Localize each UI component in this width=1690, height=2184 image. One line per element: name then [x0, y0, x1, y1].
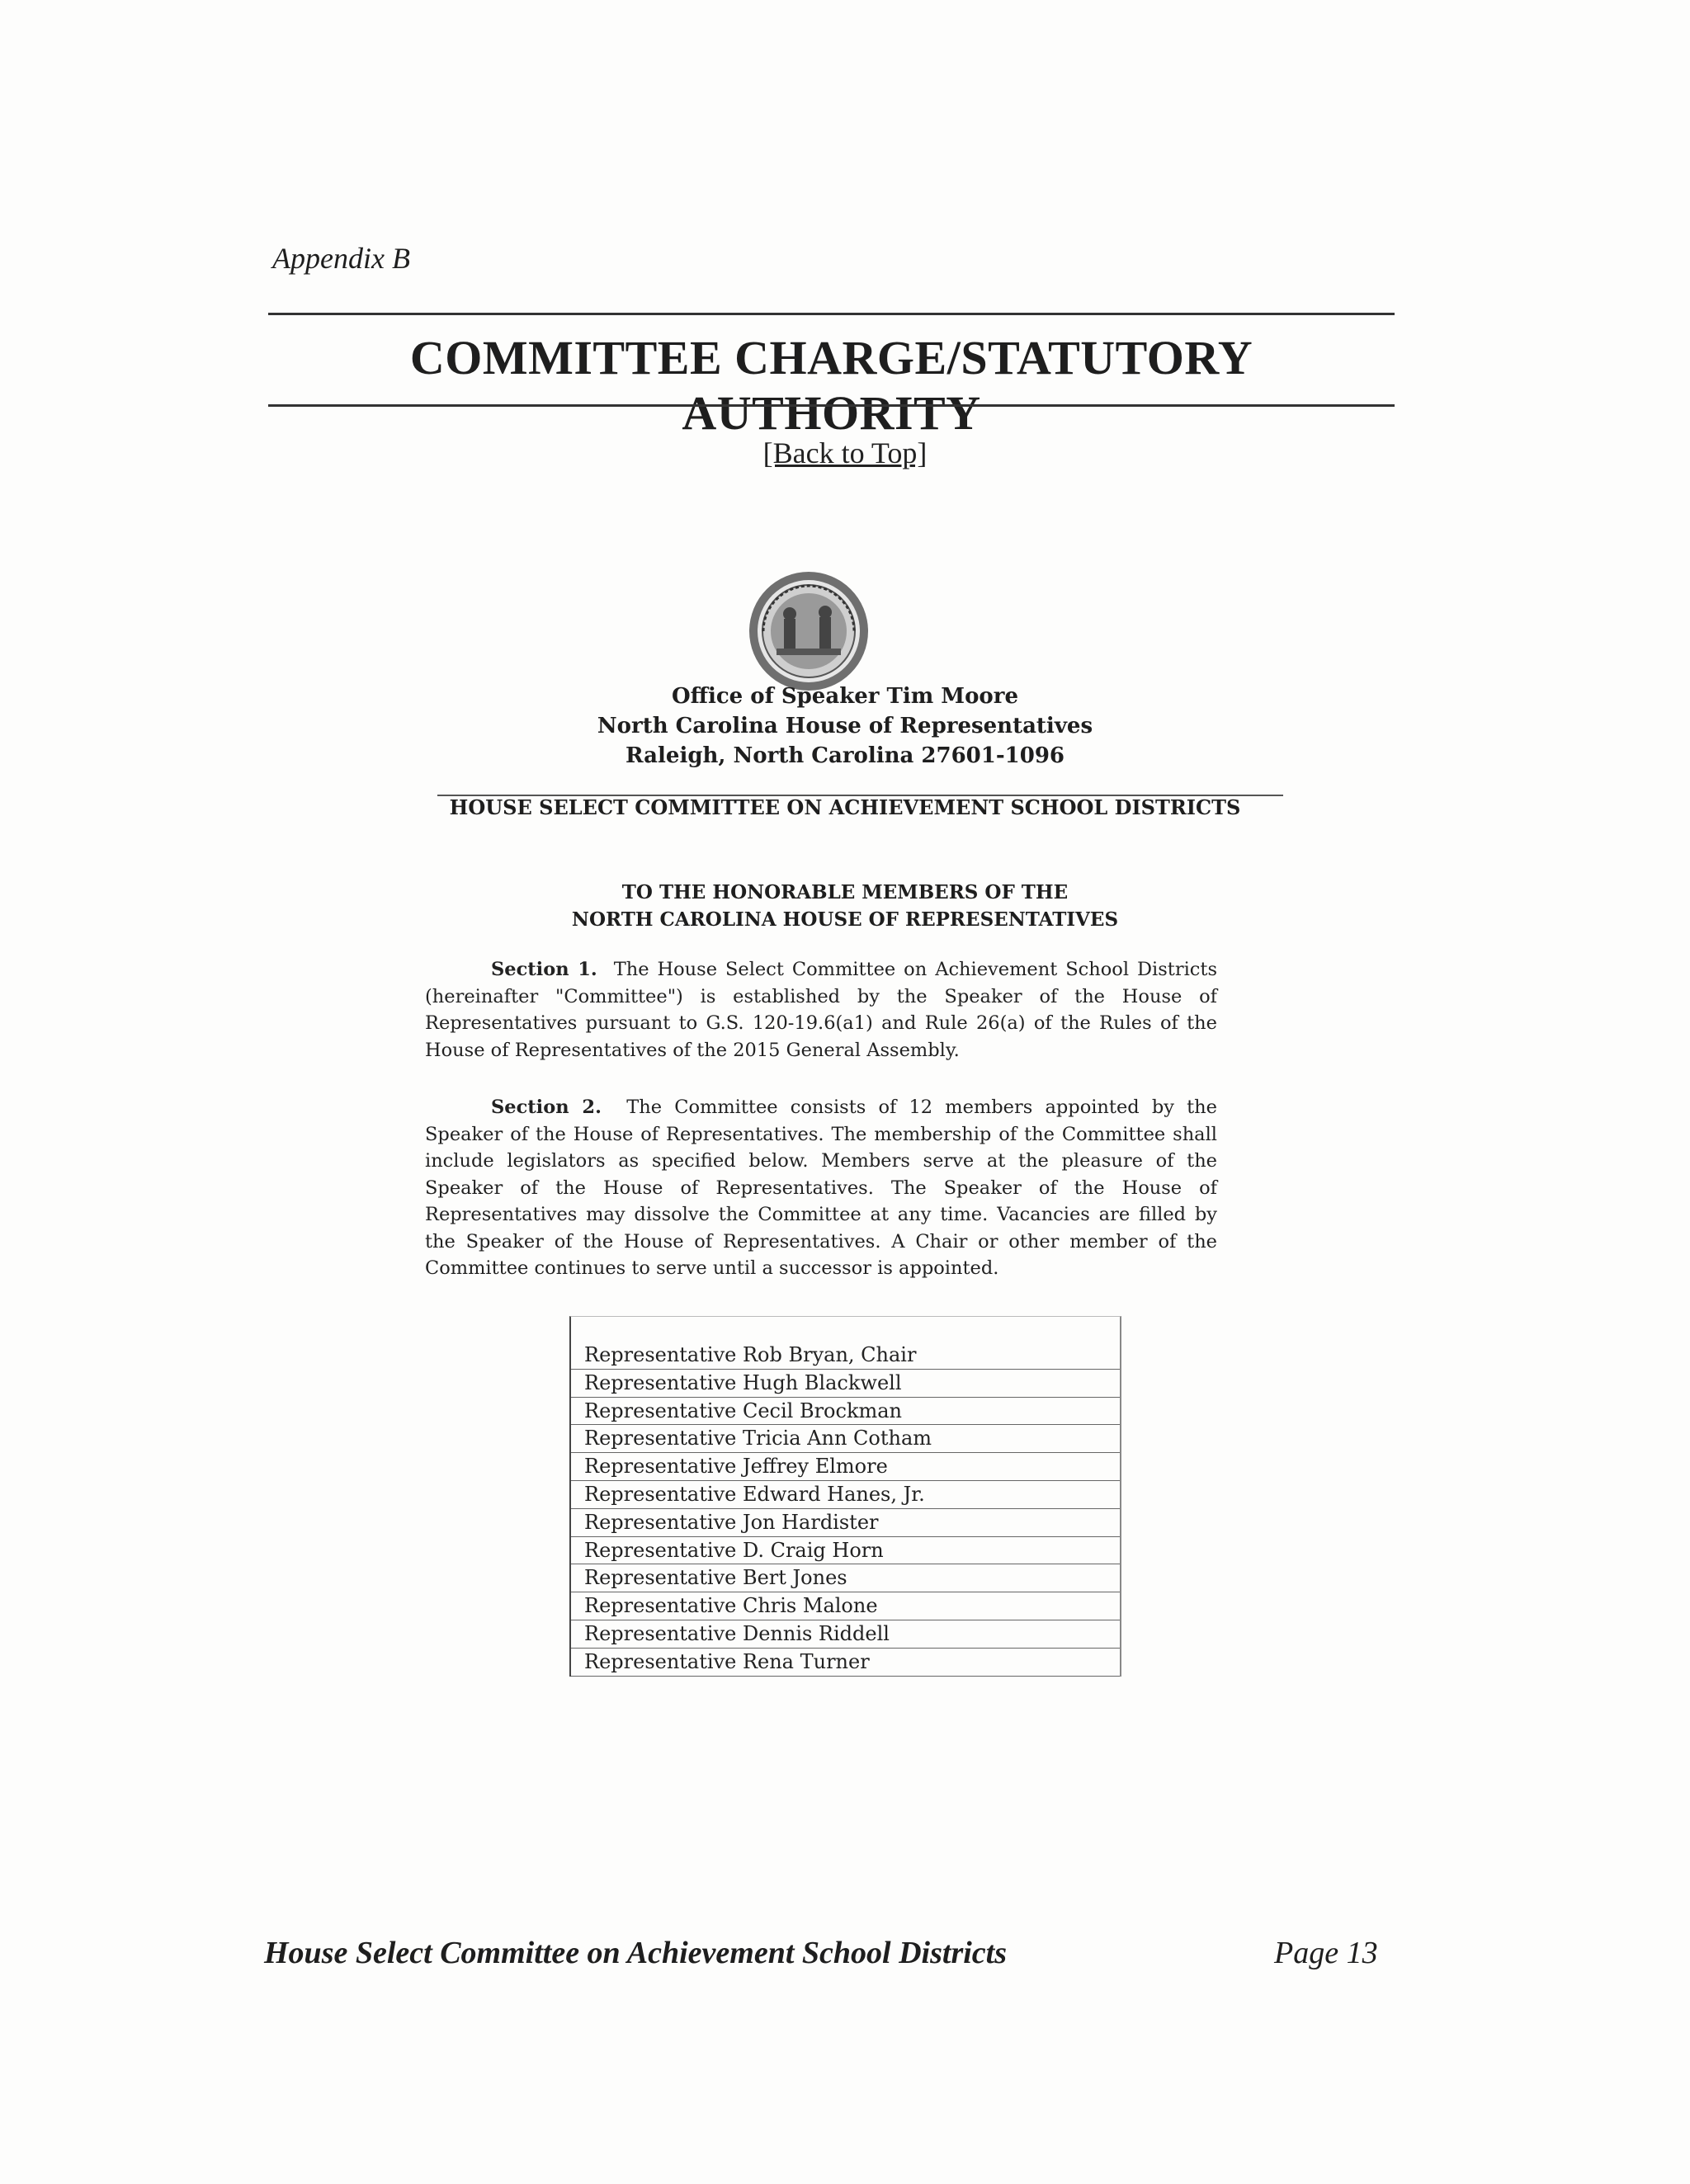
section-1-paragraph: [425, 956, 1217, 1064]
member-row: Representative Dennis Riddell: [571, 1620, 1120, 1649]
committee-name: HOUSE SELECT COMMITTEE ON ACHIEVEMENT SCHOOL DISTRICTS: [449, 795, 1241, 819]
page-title: COMMITTEE CHARGE/STATUTORY AUTHORITY: [409, 331, 1253, 440]
section-2-paragraph: [425, 1094, 1217, 1282]
title-rule-top: [268, 313, 1395, 315]
member-row: Representative Chris Malone: [571, 1592, 1120, 1620]
page-number: Page 13: [1274, 1936, 1378, 1970]
state-seal-icon: [747, 569, 871, 693]
footer-title: House Select Committee on Achievement School Districts: [264, 1936, 1007, 1970]
member-row: Representative Edward Hanes, Jr.: [571, 1481, 1120, 1509]
section-1-text: The House Select Committee on Achievement School Districts (hereinafter "Committee") is established by the Speaker of the House of Representatives pursuant to G.S. 120-19.6(a1) and Rule 26(a) of the Rules of the House of Representatives of the 2015 General Assembly.: [425, 959, 1217, 1061]
appendix-label: Appendix B: [272, 242, 410, 275]
letterhead-house: North Carolina House of Representatives: [597, 714, 1093, 738]
member-row: Representative Jeffrey Elmore: [571, 1453, 1120, 1481]
salutation-line-2: NORTH CAROLINA HOUSE OF REPRESENTATIVES: [571, 908, 1119, 931]
member-row: Representative Rena Turner: [571, 1649, 1120, 1677]
member-row: Representative Hugh Blackwell: [571, 1370, 1120, 1398]
member-row: Representative Cecil Brockman: [571, 1398, 1120, 1426]
member-list: [569, 1316, 1121, 1677]
member-row: Representative Bert Jones: [571, 1564, 1120, 1592]
salutation: [0, 879, 1690, 933]
member-row: Representative Rob Bryan, Chair: [571, 1342, 1120, 1370]
member-row: Representative D. Craig Horn: [571, 1537, 1120, 1565]
salutation-line-1: TO THE HONORABLE MEMBERS OF THE: [621, 881, 1069, 903]
letterhead: [0, 682, 1690, 771]
back-to-top-container: [0, 436, 1690, 470]
section-2-label: Section 2.: [491, 1097, 602, 1118]
title-rule-bottom: [268, 404, 1395, 407]
member-row: Representative Jon Hardister: [571, 1509, 1120, 1537]
section-2-text: The Committee consists of 12 members appointed by the Speaker of the House of Representatives. The membership of the Committee shall include legislators as specified below. Members serve at the pleasure of the Speaker of the House of Representatives. The Speaker of the House of Representatives may dissolve the Committee at any time. Vacancies are filled by the Speaker of the House of Representatives. A Chair or other member of the Committee continues to serve until a successor is appointed.: [425, 1097, 1217, 1279]
letterhead-office: Office of Speaker Tim Moore: [671, 684, 1018, 709]
letterhead-address: Raleigh, North Carolina 27601-1096: [625, 743, 1065, 768]
section-1-label: Section 1.: [491, 959, 597, 980]
back-to-top-link[interactable]: [Back to Top]: [762, 436, 928, 469]
member-row: Representative Tricia Ann Cotham: [571, 1425, 1120, 1453]
